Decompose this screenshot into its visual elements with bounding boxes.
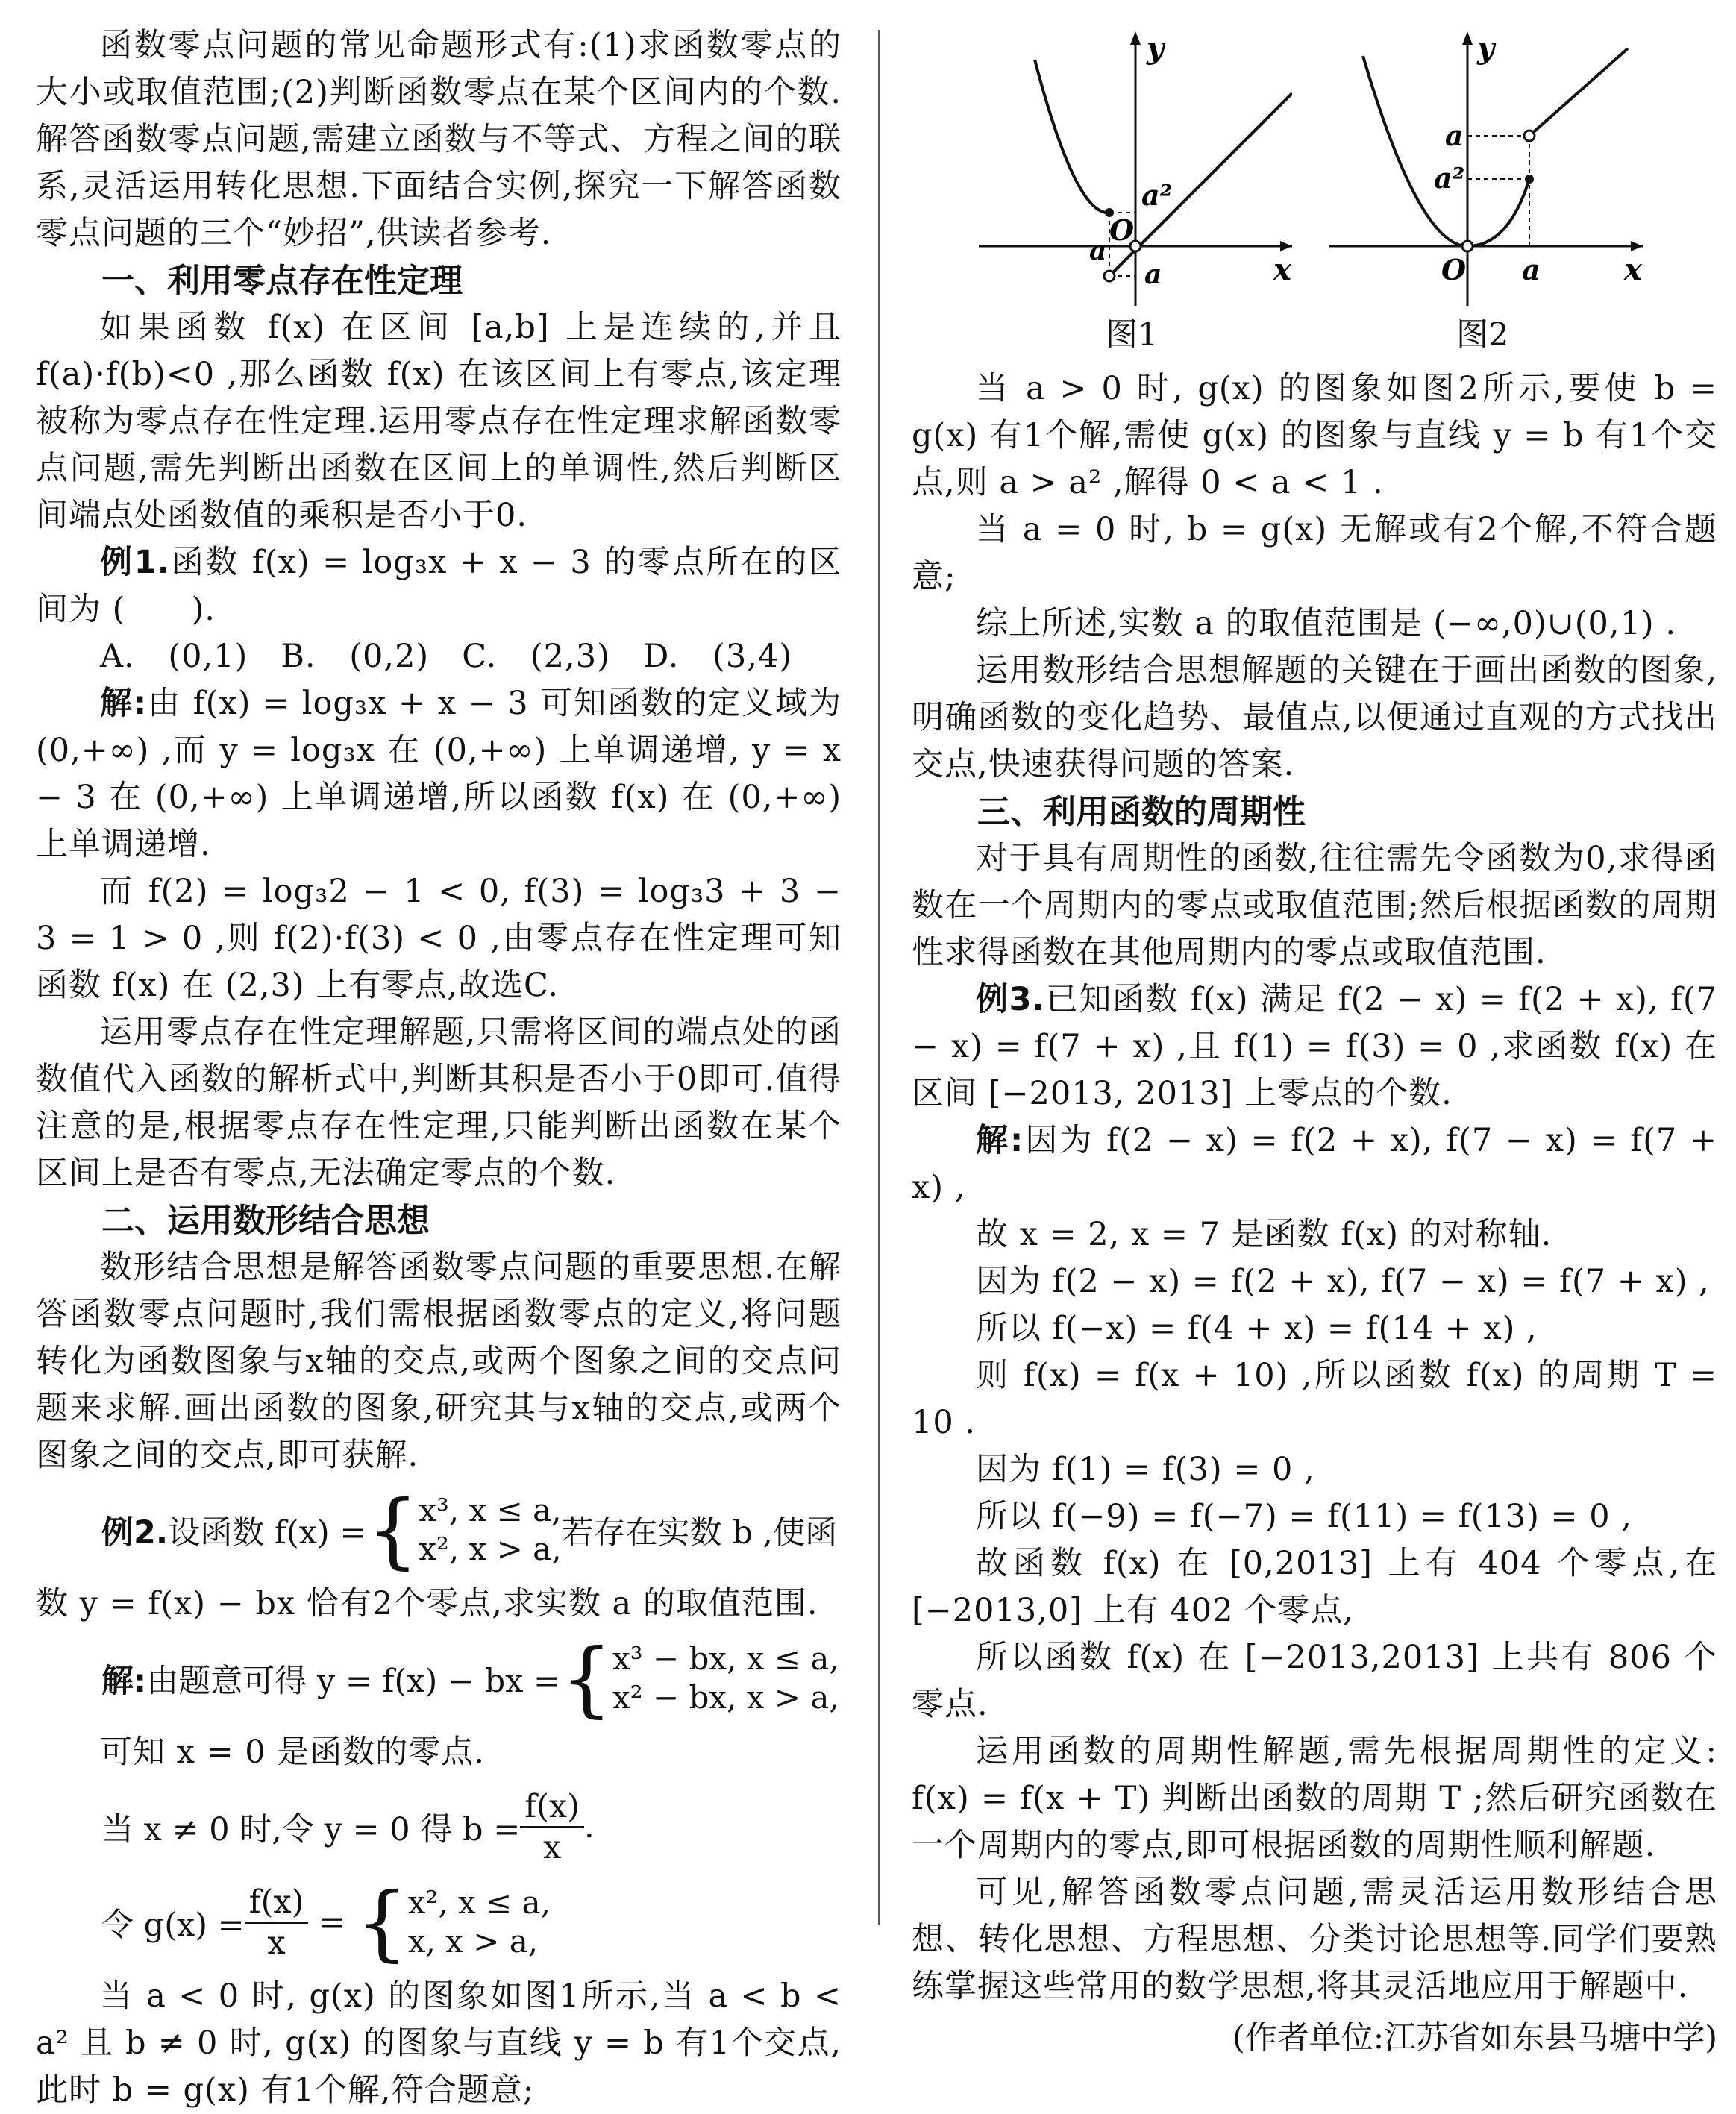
fig2-origin-label: O [1441,253,1467,286]
example-2-case-1: x³, x ≤ a, [419,1492,562,1528]
fig2-solid-point [1525,175,1534,184]
solution-label: 解: [100,685,148,722]
example-1-solution-1-text: 由 f(x) = log₃x + x − 3 可知函数的定义域为 (0,+∞) ,而 y = log₃x 在 (0,+∞) 上单调递增, y = x − 3 在 (0,+∞) 上单调递增,所以函数 f(x) 在 (0,+∞) 上单调递增. [36,685,842,863]
example-1-text: 函数 f(x) = log₃x + x − 3 的零点所在的区间为 ( ). [36,544,842,628]
example-3-step-2: 故 x = 2, x = 7 是函数 f(x) 的对称轴. [976,1216,1552,1253]
fig2-line-branch [1529,48,1628,136]
fig1-x-arrow-icon [1280,241,1292,251]
example-2-conclusion: 综上所述,实数 a 的取值范围是 (−∞,0)∪(0,1) . [976,605,1677,642]
section-1-summary: 运用零点存在性定理解题,只需将区间的端点处的函数值代入函数的解析式中,判断其积是否小于0即可.值得注意的是,根据零点存在性定理,只能判断出函数在某个区间上是否有零点,无法确定零点的个数. [36,1014,842,1192]
fig1-y-label: y [1147,31,1165,66]
figure-2-caption: 图2 [1456,316,1509,354]
example-2-postfix: 若存在实数 b ,使函 [561,1514,838,1552]
example-2-definition [36,1482,842,1578]
example-2-solution-case-1: x³ − bx, x ≤ a, [612,1640,839,1677]
example-2-cases [419,1491,561,1569]
figure-1-graph [979,22,1292,306]
example-1 [36,539,842,633]
fraction-fx-over-x-2 [245,1883,309,1963]
figures [912,22,1717,366]
fig2-a2-label: a² [1434,161,1465,195]
intro-paragraph: 函数零点问题的常见命题形式有:(1)求函数零点的大小或取值范围;(2)判断函数零点在某个区间内的个数.解答函数零点问题,需建立函数与不等式、方程之间的联系,灵活运用转化思想.下面结合实例,探究一下解答函数零点问题的三个“妙招”,供读者参考. [36,27,842,252]
solution-label-3: 解: [976,1122,1024,1159]
g-cases [408,1884,551,1961]
section-1-title: 一、利用零点存在性定理 [101,262,463,300]
example-2-let-prefix: 令 g(x) = [101,1906,245,1944]
fig1-a-label-bottom: a [1144,259,1162,290]
example-2-solution-cases [612,1640,839,1717]
piecewise-brace-3: { [355,1875,408,1970]
figure-1-caption: 图1 [1106,316,1159,354]
example-2-define-g: 令 g(x) = $\frac{f(x)}{x}$ = { x², x ≤ a, x, x > a, [101,1875,551,1970]
example-2-prefix: 设函数 f(x) = [168,1514,367,1552]
example-3-step-1-text: 因为 f(2 − x) = f(2 + x), f(7 − x) = f(7 + x) , [912,1122,1718,1206]
example-3-step-5: 则 f(x) = f(x + 10) ,所以函数 f(x) 的周期 T = 10 . [912,1357,1717,1441]
example-2-when-nonzero: 当 x ≠ 0 时,令 y = 0 得 b = $\frac{f(x)}{x}$ . [101,1787,595,1866]
example-3-step-1 [912,1117,1717,1211]
fig1-origin-label: O [1109,213,1135,247]
solution-label-2: 解: [101,1662,147,1700]
g-case-2: x, x > a, [407,1923,539,1960]
example-3-text: 已知函数 f(x) 满足 f(2 − x) = f(2 + x), f(7 − x) = f(7 + x) ,且 f(1) = f(3) = 0 ,求函数 f(x) 在区间 [−2013, 2013] 上零点的个数. [912,981,1717,1112]
example-3-step-8: 故函数 f(x) 在 [0,2013] 上有 404 个零点,在 [−2013,0] 上有 402 个零点, [912,1545,1717,1629]
example-1-solution-2: 而 f(2) = log₃2 − 1 < 0, f(3) = log₃3 + 3 − 3 = 1 > 0 ,则 f(2)·f(3) < 0 ,由零点存在性定理可知函数 f(x) 在 (2,3) 上有零点,故选C. [36,873,842,1004]
example-2-solution-case-2: x² − bx, x > a, [612,1679,839,1716]
example-2-solution-expression [36,1631,842,1726]
fig2-x-arrow-icon [1631,241,1643,251]
fig1-a-label-left: a [1089,235,1107,266]
section-3-title: 三、利用函数的周期性 [977,793,1306,831]
example-2-solution-prefix: 由题意可得 y = f(x) − bx = [146,1662,561,1700]
example-3-step-7: 所以 f(−9) = f(−7) = f(11) = f(13) = 0 , [976,1498,1632,1535]
final-paragraph: 可见,解答函数零点问题,需灵活运用数形结合思想、转化思想、方程思想、分类讨论思想等.同学们要熟练掌握这些常用的数学思想,将其灵活地应用于解题中. [912,1874,1717,2005]
fraction-numerator: f(x) [520,1787,584,1828]
section-1-paragraph: 如果函数 f(x) 在区间 [a,b] 上是连续的,并且 f(a)·f(b)<0 ,那么函数 f(x) 在该区间上有零点,该定理被称为零点存在性定理.运用零点存在性定理求解函数零点问题,需先判断出函数在区间上的单调性,然后判断区间端点处函数值的乘积是否小于0. [36,309,842,534]
example-1-options: A. (0,1) B. (0,2) C. (2,3) D. (3,4) [100,638,793,675]
g-case-1: x², x ≤ a, [407,1884,551,1921]
example-3-step-6: 因为 f(1) = f(3) = 0 , [976,1451,1315,1488]
piecewise-brace: { [366,1482,419,1578]
author-affiliation: (作者单位:江苏省如东县马塘中学) [1232,2019,1717,2057]
fig2-x-label: x [1624,252,1642,287]
example-1-solution-1 [36,680,842,868]
example-1-label: 例1. [100,544,171,581]
example-3-step-3: 因为 f(2 − x) = f(2 + x), f(7 − x) = f(7 + x) , [976,1263,1710,1300]
fig2-a-label-axis: a [1445,119,1464,152]
section-3-paragraph: 对于具有周期性的函数,往往需先令函数为0,求得函数在一个周期内的零点或取值范围;然后根据函数的周期性求得函数在其他周期内的零点或取值范围. [912,840,1717,971]
fig2-open-point [1524,131,1535,141]
fig1-y-arrow-icon [1130,31,1141,45]
fig2-a-label-bottom: a [1522,253,1541,286]
right-column [912,22,1717,2062]
section-2-summary: 运用数形结合思想解题的关键在于画出函数的图象,明确函数的变化趋势、最值点,以便通过直观的方式找出交点,快速获得问题的答案. [912,652,1717,783]
example-3-step-9: 所以函数 f(x) 在 [−2013,2013] 上共有 806 个零点. [912,1639,1717,1723]
fraction-denominator: x [542,1828,562,1866]
fig1-open-point [1104,271,1115,281]
section-3-summary: 运用函数的周期性解题,需先根据周期性的定义: f(x) = f(x + T) 判断出函数的周期 T ;然后研究函数在一个周期内的零点,即可根据函数的周期性顺利解题. [912,1733,1717,1864]
fig1-x-label: x [1273,252,1291,287]
left-column [36,22,842,2114]
example-2-continuation: 数 y = f(x) − bx 恰有2个零点,求实数 a 的取值范围. [36,1585,818,1622]
fraction-fx-over-x [520,1787,584,1867]
example-2-label: 例2. [101,1514,169,1552]
example-2-case-2: x², x > a, [419,1531,562,1567]
fig1-parabola-branch [1035,60,1109,213]
section-2-title: 二、运用数形结合思想 [101,1202,430,1240]
example-3-step-4: 所以 f(−x) = f(4 + x) = f(14 + x) , [976,1310,1538,1347]
example-2-case-zero: 当 a = 0 时, b = g(x) 无解或有2个解,不符合题意; [912,511,1717,595]
fig2-origin-open-point [1462,241,1473,251]
example-3 [912,976,1717,1117]
fig1-a2-label: a² [1141,178,1173,212]
fig2-y-label: y [1477,31,1495,66]
fraction-denominator-2: x [267,1924,286,1962]
example-2-when-prefix: 当 x ≠ 0 时,令 y = 0 得 b = [101,1810,521,1848]
figure-2-graph [1329,22,1643,306]
example-2-zero-note: 可知 x = 0 是函数的零点. [100,1734,485,1771]
fig2-y-arrow-icon [1462,31,1473,45]
example-3-label: 例3. [976,981,1045,1018]
column-divider [878,30,880,1925]
section-2-paragraph: 数形结合思想是解答函数零点问题的重要思想.在解答函数零点问题时,我们需根据函数零点的定义,将问题转化为函数图象与x轴的交点,或两个图象之间的交点问题来求解.画出函数的图象,研究其与x轴的交点,或两个图象之间的交点,即可获解. [36,1249,842,1474]
fraction-numerator-2: f(x) [245,1883,309,1924]
example-2-case-positive: 当 a > 0 时, g(x) 的图象如图2所示,要使 b = g(x) 有1个解,需使 g(x) 的图象与直线 y = b 有1个交点,则 a > a² ,解得 0 < a < 1 . [912,370,1717,501]
piecewise-brace-2: { [560,1631,613,1726]
example-2-case-negative: 当 a < 0 时, g(x) 的图象如图1所示,当 a < b < a² 且 b ≠ 0 时, g(x) 的图象与直线 y = b 有1个交点,此时 b = g(x) 有1个解,符合题意; [36,1977,842,2109]
